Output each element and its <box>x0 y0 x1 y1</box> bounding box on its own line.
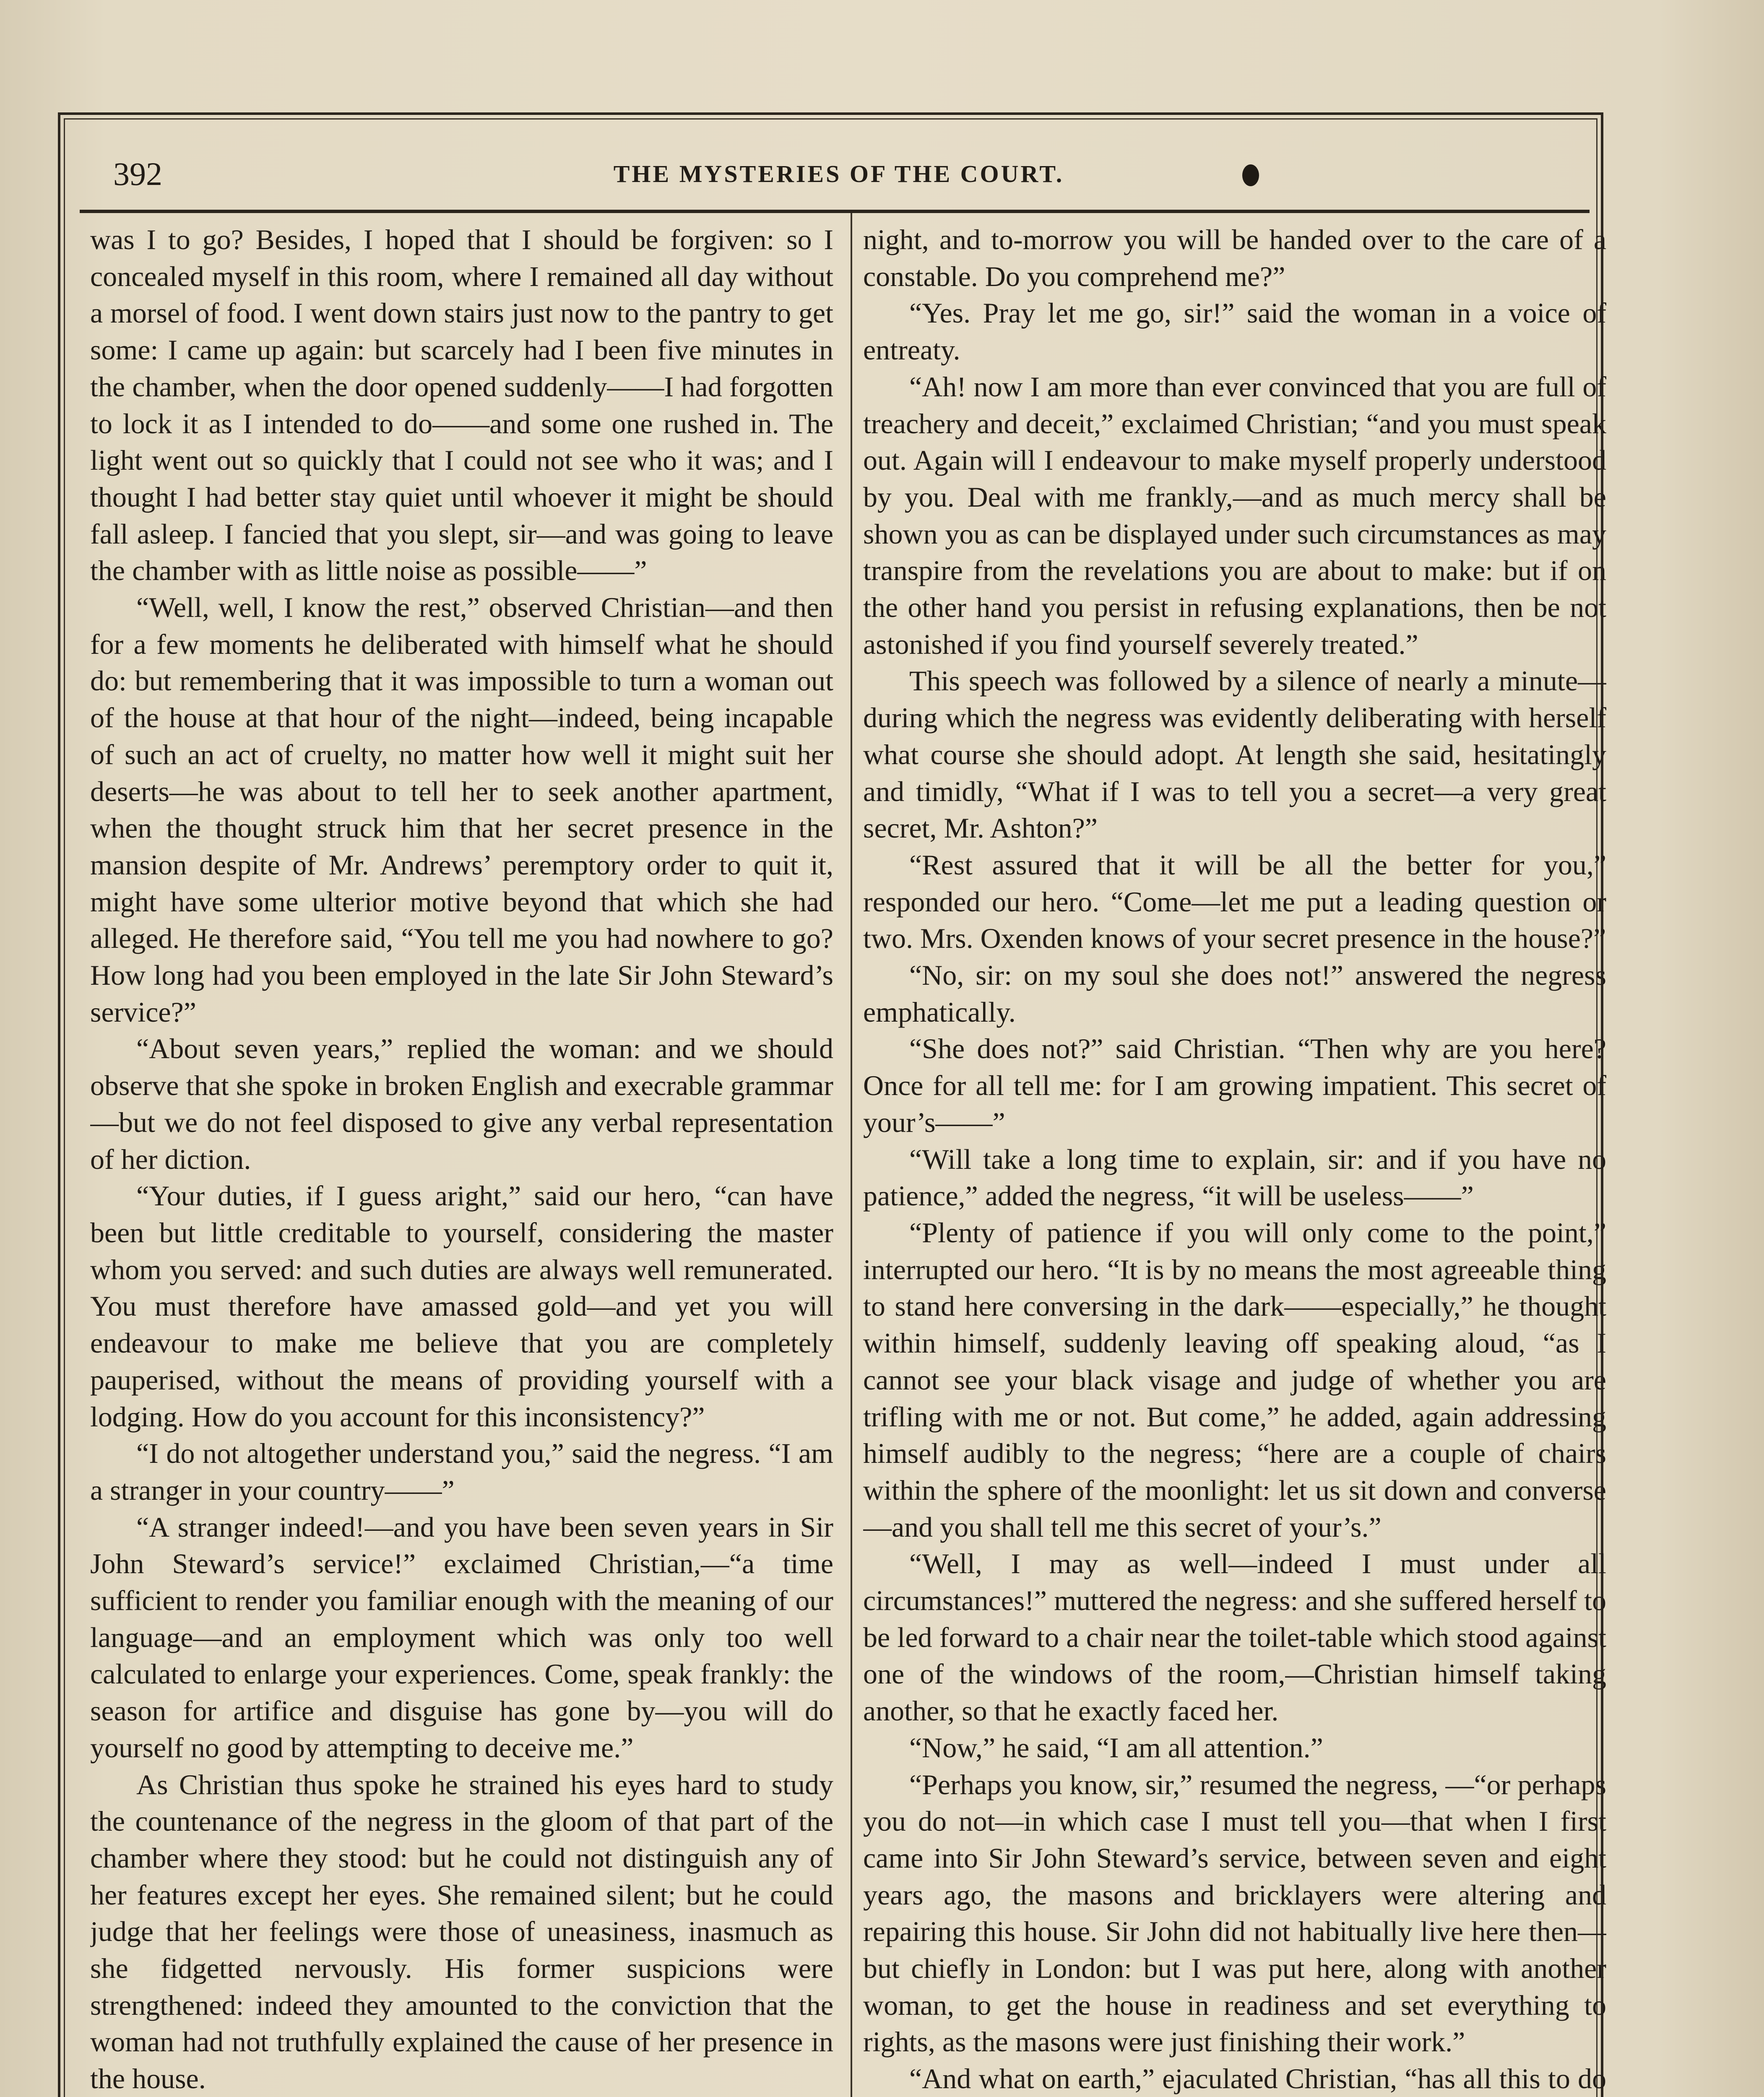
paragraph: “A stranger indeed!—and you have been seven years in Sir John Steward’s service!” exclaimed Christian,—“a time sufficient to render you familiar enough with the meaning of our language—and an employment which was only too well calculated to enlarge your experiences. Come, speak frankly: the season for artifice and disguise has gone by—you will do yourself no good by attempting to deceive me.” <box>90 1511 833 1764</box>
paragraph: “Ah! now I am more than ever convinced that you are full of treachery and deceit,” exclaimed Christian; “and you must speak out. Again will I endeavour to make myself properly understood by you. Deal with me frankly,—and as much mercy shall be shown you as can be displayed under such circumstances as may transpire from the revelations you are about to make: but if on the other hand you persist in refusing explanations, then be not astonished if you find yourself severely treated.” <box>863 370 1606 660</box>
paragraph: “Well, I may as well—indeed I must under all circumstances!” muttered the negress: and she suffered herself to be led forward to a chair near the toilet-table which stood against one of the windows of the room,—Christian himself taking another, so that he exactly faced her. <box>863 1548 1606 1727</box>
paragraph: As Christian thus spoke he strained his eyes hard to study the countenance of the negress in the gloom of that part of the chamber where they stood: but he could not distinguish any of her features except her eyes. She remained silent; but he could judge that her feelings were those of uneasiness, inasmuch as she fidgetted nervously. His former suspicions were strengthened: indeed they amounted to the conviction that the woman had not truthfully explained the cause of her presence in the house. <box>90 1768 833 2095</box>
paragraph: “Now,” he said, “I am all attention.” <box>909 1731 1323 1764</box>
header-rule <box>80 210 1590 213</box>
paragraph: “Rest assured that it will be all the better for you,” responded our hero. “Come—let me put a leading question or two. Mrs. Oxenden knows of your secret presence in the house?” <box>863 848 1606 955</box>
paragraph: “Your duties, if I guess aright,” said our hero, “can have been but little creditable to yourself, considering the master whom you served: and such duties are always well remunerated. You must therefore have amassed gold—and yet you will endeavour to make me believe that you are completely pauperised, without the means of providing yourself with a lodging. How do you account for this inconsistency?” <box>90 1180 833 1433</box>
paragraph: “About seven years,” replied the woman: and we should observe that she spoke in broken English and execrable grammar—but we do not feel disposed to give any verbal representation of her diction. <box>90 1033 833 1175</box>
paragraph: “Perhaps you know, sir,” resumed the negress, —“or perhaps you do not—in which case I must tell you—that when I first came into Sir John Steward’s service, between seven and eight years ago, the masons and bricklayers were altering and repairing this house. Sir John did not habitually live here then—but chiefly in London: but I was put here, along with another woman, to get the house in readiness and set everything to rights, as the masons were just finishing their work.” <box>863 1768 1606 2058</box>
paragraph: This speech was followed by a silence of nearly a minute—during which the negress was evidently deliberating with herself what course she should adopt. At length she said, hesitatingly and timidly, “What if I was to tell you a secret—a very great secret, Mr. Ashton?” <box>863 665 1606 844</box>
paragraph: “She does not?” said Christian. “Then why are you here? Once for all tell me: for I am growing impatient. This secret of your’s——” <box>863 1033 1606 1138</box>
paragraph: night, and to-morrow you will be handed over to the care of a constable. Do you comprehend me?” <box>863 224 1606 292</box>
paragraph: was I to go? Besides, I hoped that I should be forgiven: so I concealed myself in this room, where I remained all day without a morsel of food. I went down stairs just now to the pantry to get some: I came up again: but scarcely had I been five minutes in the chamber, when the door opened suddenly——I had forgotten to lock it as I intended to do——and some one rushed in. The light went out so quickly that I could not see who it was; and I thought I had better stay quiet until whoever it might be should fall asleep. I fancied that you slept, sir—and was going to leave the chamber with as little noise as possible——” <box>90 224 833 587</box>
paragraph: “Will take a long time to explain, sir: and if you have no patience,” added the negress, “it will be useless——” <box>863 1143 1606 1212</box>
paragraph: “Well, well, I know the rest,” observed Christian—and then for a few moments he deliberated with himself what he should do: but remembering that it was impossible to turn a woman out of the house at that hour of the night—indeed, being incapable of such an act of cruelty, no matter how well it might suit her deserts—he was about to tell her to seek another apartment, when the thought struck him that her secret presence in the mansion despite of Mr. Andrews’ peremptory order to quit it, might have some ulterior motive beyond that which she had alleged. He therefore said, “You tell me you had nowhere to go? How long had you been employed in the late Sir John Steward’s service?” <box>90 591 833 1028</box>
paragraph: “I do not altogether understand you,” said the negress. “I am a stranger in your country——” <box>90 1437 833 1506</box>
paragraph: “Plenty of patience if you will only come to the point,” interrupted our hero. “It is by no means the most agreeable thing to stand here conversing in the dark——especially,” he thought within himself, suddenly leaving off speaking aloud, “as I cannot see your black visage and judge of whether you are trifling with me or not. But come,” he added, again addressing himself audibly to the negress; “here are a couple of chairs within the sphere of the moonlight: let us sit down and converse—and you shall tell me this secret of your’s.” <box>863 1216 1606 1543</box>
running-title: THE MYSTERIES OF THE COURT. <box>613 160 1064 187</box>
column-divider <box>851 213 852 2097</box>
paragraph: “Yes. Pray let me go, sir!” said the woman in a voice of entreaty. <box>863 297 1606 366</box>
paragraph: “No, sir: on my soul she does not!” answered the negress emphatically. <box>863 959 1606 1028</box>
paragraph: “And what on earth,” ejaculated Christian, “has all this to do <box>909 2063 1606 2095</box>
page-number: 392 <box>113 156 162 192</box>
running-header <box>101 151 1577 197</box>
left-column <box>90 221 833 2097</box>
ink-blot <box>1242 164 1259 186</box>
right-column <box>863 221 1606 2097</box>
